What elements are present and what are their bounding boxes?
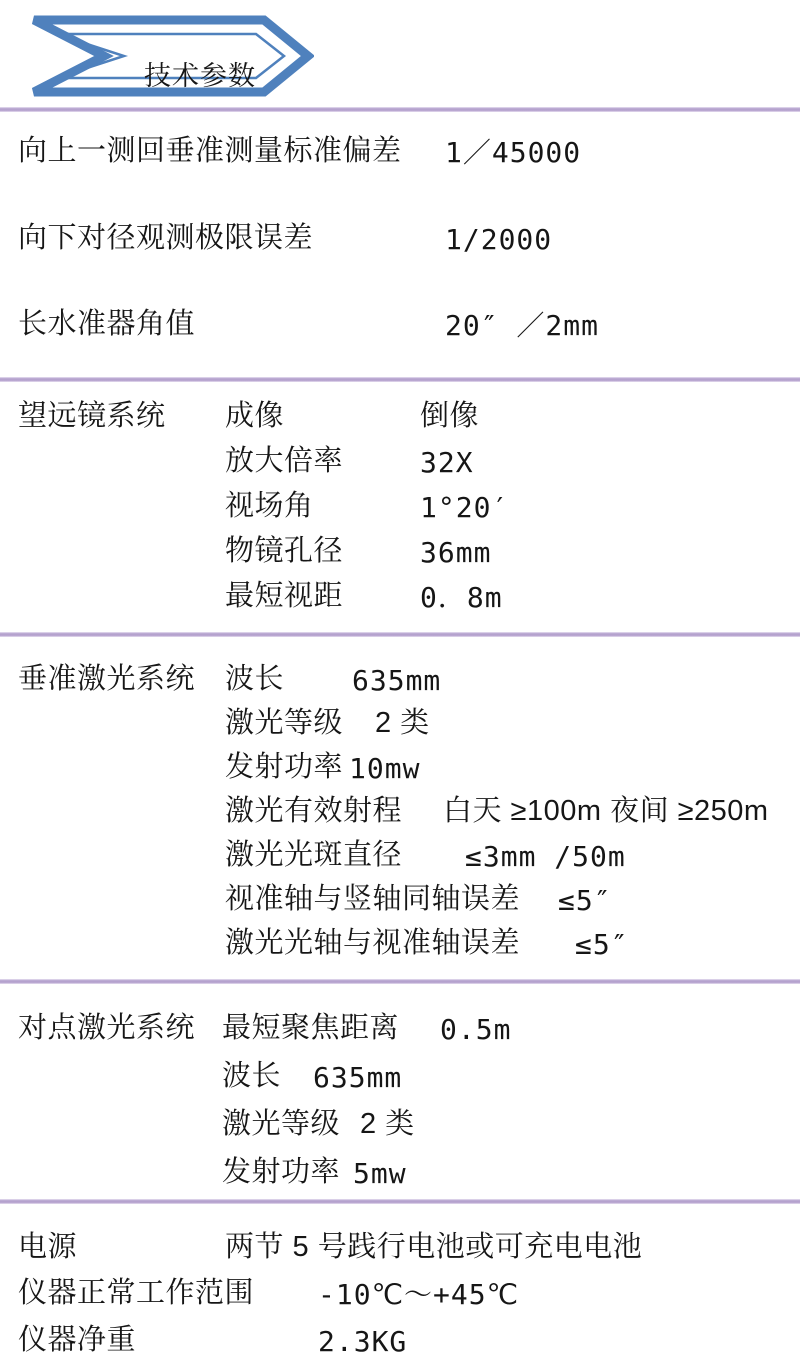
spec-value: 10mw xyxy=(349,752,421,785)
chevron-banner xyxy=(22,8,314,104)
spec-value: 32X xyxy=(420,446,474,479)
spec-label: 长水准器角值 xyxy=(18,308,196,340)
spec-label: 激光有效射程 xyxy=(225,795,403,827)
spec-label: 向上一测回垂准测量标准偏差 xyxy=(18,135,402,167)
spec-value: 两节 5 号践行电池或可充电电池 xyxy=(225,1231,643,1263)
spec-label: 视准轴与竖轴同轴误差 xyxy=(225,883,521,915)
spec-value: 0．8m xyxy=(420,581,503,614)
spec-label: 激光光斑直径 xyxy=(225,839,403,871)
spec-value: 1/2000 xyxy=(445,223,553,256)
spec-label: 仪器正常工作范围 xyxy=(18,1277,255,1309)
spec-label: 激光等级 xyxy=(225,707,344,739)
spec-label: 向下对径观测极限误差 xyxy=(18,222,314,254)
spec-label: 发射功率 xyxy=(222,1156,341,1188)
spec-value: 20″ ／2mm xyxy=(445,309,600,342)
spec-value: ≤5″ xyxy=(558,884,612,917)
spec-value: 5mw xyxy=(353,1157,407,1190)
spec-value: 0.5m xyxy=(440,1013,512,1046)
spec-label: 仪器净重 xyxy=(18,1324,137,1356)
spec-value: 1／45000 xyxy=(445,136,582,169)
divider xyxy=(0,979,800,984)
spec-value: 2.3KG xyxy=(318,1325,408,1358)
spec-value: -10℃～+45℃ xyxy=(318,1278,520,1311)
spec-label: 最短视距 xyxy=(225,580,344,612)
divider xyxy=(0,1199,800,1204)
divider xyxy=(0,107,800,112)
spec-value: ≤3mm /50m xyxy=(465,840,626,873)
spec-value: 36mm xyxy=(420,536,492,569)
divider xyxy=(0,632,800,637)
spec-value: 2 类 xyxy=(360,1108,415,1140)
spec-label: 视场角 xyxy=(225,490,314,522)
spec-value: 2 类 xyxy=(375,707,430,739)
spec-label: 发射功率 xyxy=(225,751,344,783)
spec-label: 激光光轴与视准轴误差 xyxy=(225,927,521,959)
spec-value: 倒像 xyxy=(420,400,480,432)
spec-label: 电源 xyxy=(18,1231,78,1263)
divider xyxy=(0,377,800,382)
spec-label: 波长 xyxy=(222,1060,282,1092)
spec-value: 635mm xyxy=(352,664,442,697)
spec-value: 635mm xyxy=(313,1061,403,1094)
spec-label: 波长 xyxy=(225,663,285,695)
spec-label: 放大倍率 xyxy=(225,445,344,477)
spec-label: 物镜孔径 xyxy=(225,535,344,567)
banner-title: 技术参数 xyxy=(144,61,256,91)
spec-label: 成像 xyxy=(225,400,285,432)
section-title: 对点激光系统 xyxy=(18,1012,196,1044)
spec-value: ≤5″ xyxy=(575,928,629,961)
spec-label: 激光等级 xyxy=(222,1108,341,1140)
spec-value: 1°20′ xyxy=(420,491,510,524)
section-title: 望远镜系统 xyxy=(18,400,166,432)
spec-label: 最短聚焦距离 xyxy=(222,1012,400,1044)
spec-value: 白天 ≥100m 夜间 ≥250m xyxy=(443,795,769,827)
section-title: 垂准激光系统 xyxy=(18,663,196,695)
